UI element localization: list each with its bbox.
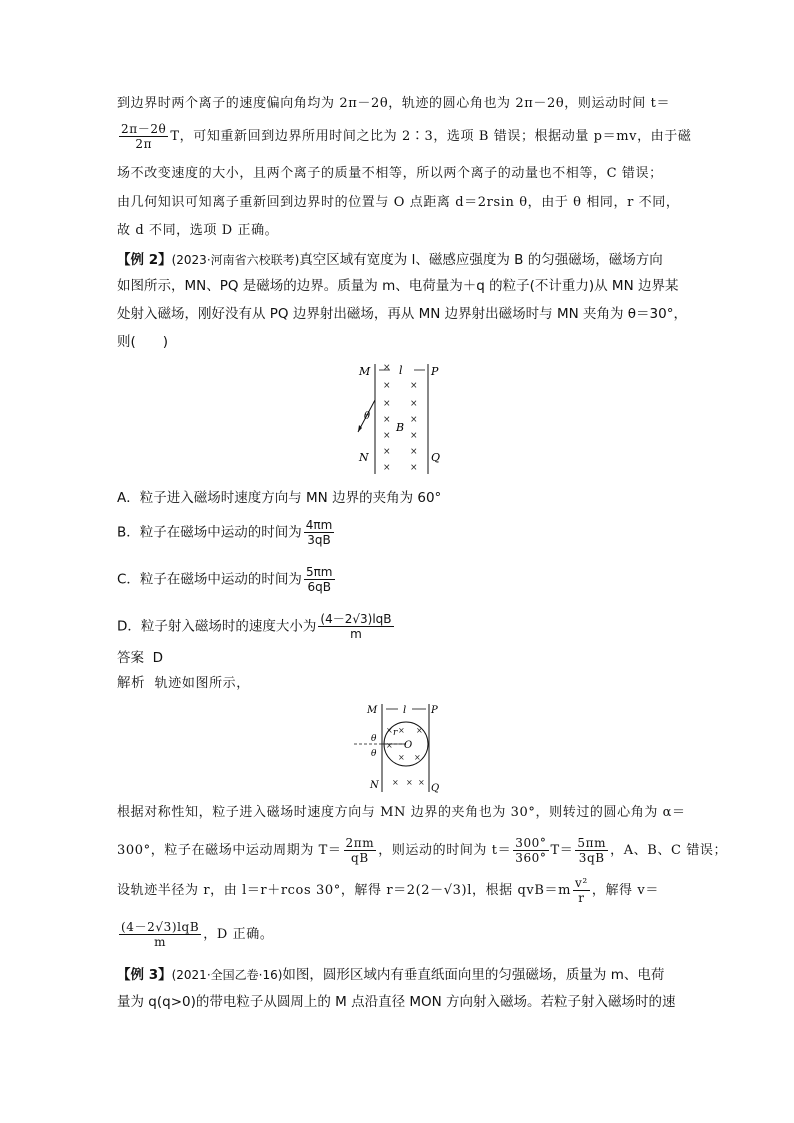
svg-text:×: × xyxy=(383,415,391,425)
example-3-line-2: 量为 q(q>0)的带电粒子从圆周上的 M 点沿直径 MON 方向射入磁场。若粒子射入磁场时的速 xyxy=(117,994,676,1010)
solution-line-4: 由几何知识可知离子重新回到边界时的位置与 O 点距离 d＝2rsin θ，由于 θ 相同，r 不同， xyxy=(117,195,680,210)
svg-text:l: l xyxy=(399,364,403,377)
svg-text:N: N xyxy=(359,451,369,464)
svg-text:×: × xyxy=(386,726,393,735)
svg-text:×: × xyxy=(418,778,425,787)
option-d: D．粒子射入磁场时的速度大小为 $\frac{\text{(4－2√3)lqB}}{m}$ xyxy=(117,612,392,641)
svg-text:θ: θ xyxy=(364,411,371,422)
answer-line: 答案 D xyxy=(117,650,163,666)
analysis-line-4: $\frac{\text{(4－2√3)lqB}}{m}$ ，D 正确。 xyxy=(121,920,274,949)
svg-text:×: × xyxy=(410,381,418,391)
example-3-line-1: 【例 3】(2021·全国乙卷·16)如图，圆形区域内有垂直纸面向里的匀强磁场，质量为 m、电荷 xyxy=(117,967,665,983)
analysis-line-2: 300°，粒子在磁场中运动周期为 T＝ $\frac{2\pi m}{qB}$ ，则运动的时间为 t＝ $\frac{300^\circ}{360^\circ}$ T＝ $\frac{5\pi m}{3qB}$ ，A、B、C 错误； xyxy=(117,836,728,865)
solution-line-3: 场不改变速度的大小，且两个离子的质量不相等，所以两个离子的动量也不相等，C 错误； xyxy=(117,166,663,181)
svg-text:θ: θ xyxy=(371,749,377,759)
svg-text:×: × xyxy=(406,778,413,787)
solution-line-2: $\frac{2\pi-2\theta}{2\pi}$ T，可知重新回到边界所用时间之比为 2∶3，选项 B 错误；根据动量 p＝mv，由于磁 xyxy=(121,122,692,151)
svg-text:r: r xyxy=(393,728,398,738)
svg-text:×: × xyxy=(410,431,418,441)
svg-text:×: × xyxy=(383,399,391,409)
svg-text:×: × xyxy=(383,463,391,473)
svg-text:Q: Q xyxy=(431,451,441,464)
svg-text:×: × xyxy=(398,753,405,762)
option-a: A．粒子进入磁场时速度方向与 MN 边界的夹角为 60° xyxy=(117,490,442,506)
analysis-line-1: 根据对称性知，粒子进入磁场时速度方向与 MN 边界的夹角也为 30°，则转过的圆心角为 α＝ xyxy=(117,805,686,820)
svg-text:×: × xyxy=(410,463,418,473)
svg-text:×: × xyxy=(398,726,405,735)
svg-text:N: N xyxy=(370,780,379,791)
analysis-line: 解析 轨迹如图所示， xyxy=(117,675,250,691)
svg-text:×: × xyxy=(416,726,423,735)
svg-text:B: B xyxy=(396,421,405,434)
option-b: B．粒子在磁场中运动的时间为 $\frac{4\pi m}{3qB}$ xyxy=(117,518,333,547)
solution-line-1: 到边界时两个离子的速度偏向角均为 2π－2θ，轨迹的圆心角也为 2π－2θ，则运动时间 t＝ xyxy=(117,96,671,111)
svg-text:P: P xyxy=(431,365,439,378)
svg-text:P: P xyxy=(431,705,438,716)
svg-text:M: M xyxy=(367,705,378,716)
svg-text:l: l xyxy=(403,705,407,716)
svg-text:×: × xyxy=(392,778,399,787)
option-c: C．粒子在磁场中运动的时间为 $\frac{5\pi m}{6qB}$ xyxy=(117,565,333,594)
svg-text:×: × xyxy=(383,447,391,457)
example-2-line-2: 如图所示，MN、PQ 是磁场的边界。质量为 m、电荷量为＋q 的粒子(不计重力)从 MN 边界某 xyxy=(117,278,679,294)
svg-text:θ: θ xyxy=(371,734,377,744)
svg-text:×: × xyxy=(410,415,418,425)
svg-text:×: × xyxy=(386,741,393,750)
svg-text:×: × xyxy=(414,753,421,762)
svg-text:O: O xyxy=(404,740,413,751)
example-2-line-4: 则( ) xyxy=(117,334,169,350)
svg-text:×: × xyxy=(383,381,391,391)
svg-text:M: M xyxy=(359,365,371,378)
svg-text:×: × xyxy=(410,399,418,409)
svg-text:Q: Q xyxy=(431,783,440,794)
svg-text:×: × xyxy=(410,447,418,457)
example-2-line-3: 处射入磁场，刚好没有从 PQ 边界射出磁场，再从 MN 边界射出磁场时与 MN 夹角为 θ＝30°， xyxy=(117,306,687,322)
svg-text:×: × xyxy=(383,363,391,373)
svg-text:×: × xyxy=(383,431,391,441)
solution-line-5: 故 d 不同，选项 D 正确。 xyxy=(117,223,279,238)
magnetic-field-figure xyxy=(350,360,450,478)
analysis-line-3: 设轨迹半径为 r，由 l＝r＋rcos 30°，解得 r＝2(2－√3)l，根据 qvB＝m $\frac{\text{v²}}{r}$ ，解得 v＝ xyxy=(117,876,659,905)
trajectory-figure xyxy=(352,700,442,796)
example-2-line-1: 【例 2】(2023·河南省六校联考)真空区域有宽度为 l、磁感应强度为 B 的匀强磁场，磁场方向 xyxy=(117,252,663,268)
fraction: $\frac{2\pi-2\theta}{2\pi}$ xyxy=(121,122,167,151)
